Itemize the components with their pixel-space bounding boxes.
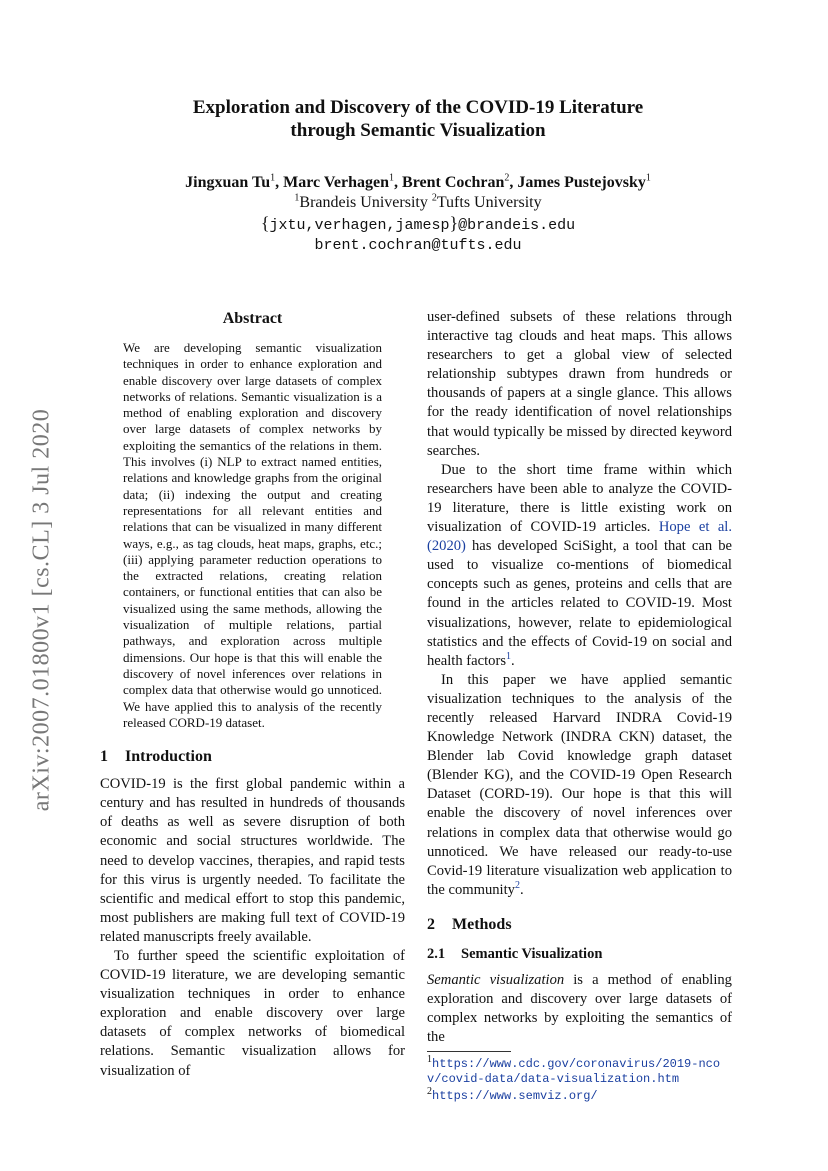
author-name: , Brent Cochran (394, 174, 505, 191)
title-line-1: Exploration and Discovery of the COVID-19 Literature (192, 97, 644, 118)
section-number: 2 (427, 915, 435, 933)
paragraph-text: . (511, 652, 515, 669)
introduction-heading (100, 748, 405, 766)
email-tufts: brent.cochran@tufts.edu (314, 237, 522, 254)
author-name: , Marc Verhagen (275, 174, 390, 191)
email-users: jxtu,verhagen,jamesp (269, 217, 450, 234)
paper-title (100, 96, 736, 142)
right-column (427, 308, 732, 1104)
arxiv-id-text: arXiv:2007.01800v1 [cs.CL] 3 Jul 2020 (28, 408, 55, 812)
methods-paragraph-1 (427, 971, 732, 1047)
intro-paragraph-5 (427, 671, 732, 900)
footnote-ref-1[interactable]: 1 (506, 650, 512, 662)
footnote-link-cdc[interactable]: https://www.cdc.gov/coronavirus/2019-ncov/covid-data/data-visualization.htm (427, 1057, 721, 1087)
paragraph-text: In this paper we have applied semantic visualization techniques to the analysis of the recently released Harvard INDRA Covid-19 Knowledge Network (INDRA CKN) dataset, the Blender lab Covid knowledge graph dataset (Blender KG), and the COVID-19 Open Research Dataset (CORD-19). Our hope is that this will enable the discovery of novel inferences over relations in complex data that otherwise would go unnoticed. We have released our ready-to-use Covid-19 literature visualization web application to the community (427, 671, 732, 898)
paragraph-text: is a method of enabling exploration and discovery over large datasets of complex networks by exploiting the semantics of the (427, 971, 732, 1046)
semantic-visualization-subheading (427, 946, 732, 963)
email-domain: @brandeis.edu (458, 217, 576, 234)
author-list (100, 173, 736, 193)
author-name: , James Pustejovsky (509, 174, 646, 191)
section-title: Introduction (125, 748, 212, 766)
subsection-title: Semantic Visualization (461, 945, 603, 962)
footnote-link-semviz[interactable]: https://www.semviz.org/ (432, 1089, 598, 1104)
intro-paragraph-4 (427, 461, 732, 671)
affiliation-brandeis: Brandeis University (299, 194, 432, 211)
abstract-heading: Abstract (222, 310, 283, 327)
emphasis-term: Semantic visualization (427, 971, 565, 988)
paragraph-text: has developed SciSight, a tool that can be used to visualize co-mentions of biomedical concepts such as genes, proteins and cells that are found in the articles related to COVID-19. Most visualizations, however, relate to epidemiological statistics and the effects of Covid-19 on social and health factors (427, 538, 732, 669)
paragraph-text: . (519, 881, 524, 898)
email-brandeis (100, 213, 736, 236)
left-column (100, 308, 405, 1081)
affil-mark: 2 (431, 192, 437, 204)
paragraph-text: Due to the short time frame within which researchers have been able to analyze the COVID-19 literature, there is little existing work on visualization of COVID-19 articles. (427, 461, 732, 536)
section-title: Methods (452, 915, 512, 933)
author-affil-mark: 1 (270, 172, 276, 184)
author-affil-mark: 1 (645, 172, 651, 184)
footnote-mark: 1 (427, 1054, 432, 1066)
affiliations (100, 193, 736, 213)
author-block (100, 173, 736, 256)
affil-mark: 1 (294, 192, 300, 204)
author-name: Jingxuan Tu (185, 174, 271, 191)
brace-open: { (260, 213, 270, 233)
abstract-text: We are developing semantic visualization techniques in order to enhance exploration and enable discovery over large datasets of complex networks of relations. Semantic visualization is a method of enabling exploration and discovery over large datasets of complex networks by exploiting the semantics of the relations in them. This involves (i) NLP to extract named entities, relations and knowledge graphs from the original data; (ii) indexing the output and creating representations for all relevant entities and relations that can be visualized in many different ways, e.g., as tag clouds, heat maps, graphs, etc.; (iii) applying parameter reduction operations to the extracted relations, creating relation containers, or functional entities that can also be visualized using the same methods, allowing the visualization of multiple relations, partial pathways, and exploration across multiple dimensions. Our hope is that this will enable the discovery of novel inferences over relations in complex data that otherwise would go unnoticed. We have applied this to analysis of the recently released CORD-19 dataset. (123, 340, 382, 730)
footnote-2 (427, 1086, 732, 1104)
citation-link-hope-2020[interactable]: Hope et al. (2020) (427, 519, 732, 555)
intro-paragraph-3: user-defined subsets of these relations through interactive tag clouds and heat maps. This allows researchers to get a global view of selected relationship subtypes drawn from hundreds or thousands of papers at a single glance. This allows for the ready identification of novel relationships that would typically be missed by directed keyword searches. (427, 309, 732, 459)
author-affil-mark: 1 (389, 172, 395, 184)
brace-close: } (449, 213, 459, 233)
intro-paragraph-1: COVID-19 is the first global pandemic within a century and has resulted in hundreds of thousands of deaths as well as severe disruption of both economic and social structures worldwide. The need to develop vaccines, therapies, and rapid tests for this virus is urgently needed. To facilitate the scientific and medical effort to stop this pandemic, most publishers are making full text of COVID-19 related manuscripts freely available. (100, 776, 405, 945)
footnote-mark: 2 (427, 1086, 432, 1098)
subsection-number: 2.1 (427, 945, 446, 962)
footnote-ref-2[interactable]: 2 (514, 879, 520, 891)
title-line-2: through Semantic Visualization (290, 120, 546, 141)
intro-paragraph-2: To further speed the scientific exploitation of COVID-19 literature, we are developing semantic visualization techniques in order to enhance exploration and enable discovery over large datasets of complex networks of biomedical relations. Semantic visualization allows for visualization of (100, 947, 405, 1079)
affiliation-tufts: Tufts University (436, 194, 542, 211)
methods-heading (427, 916, 732, 934)
footnote-1 (427, 1054, 732, 1087)
footnote-divider (427, 1051, 511, 1052)
arxiv-sidebar-identifier (22, 380, 62, 840)
section-number: 1 (100, 748, 108, 766)
author-affil-mark: 2 (504, 172, 510, 184)
